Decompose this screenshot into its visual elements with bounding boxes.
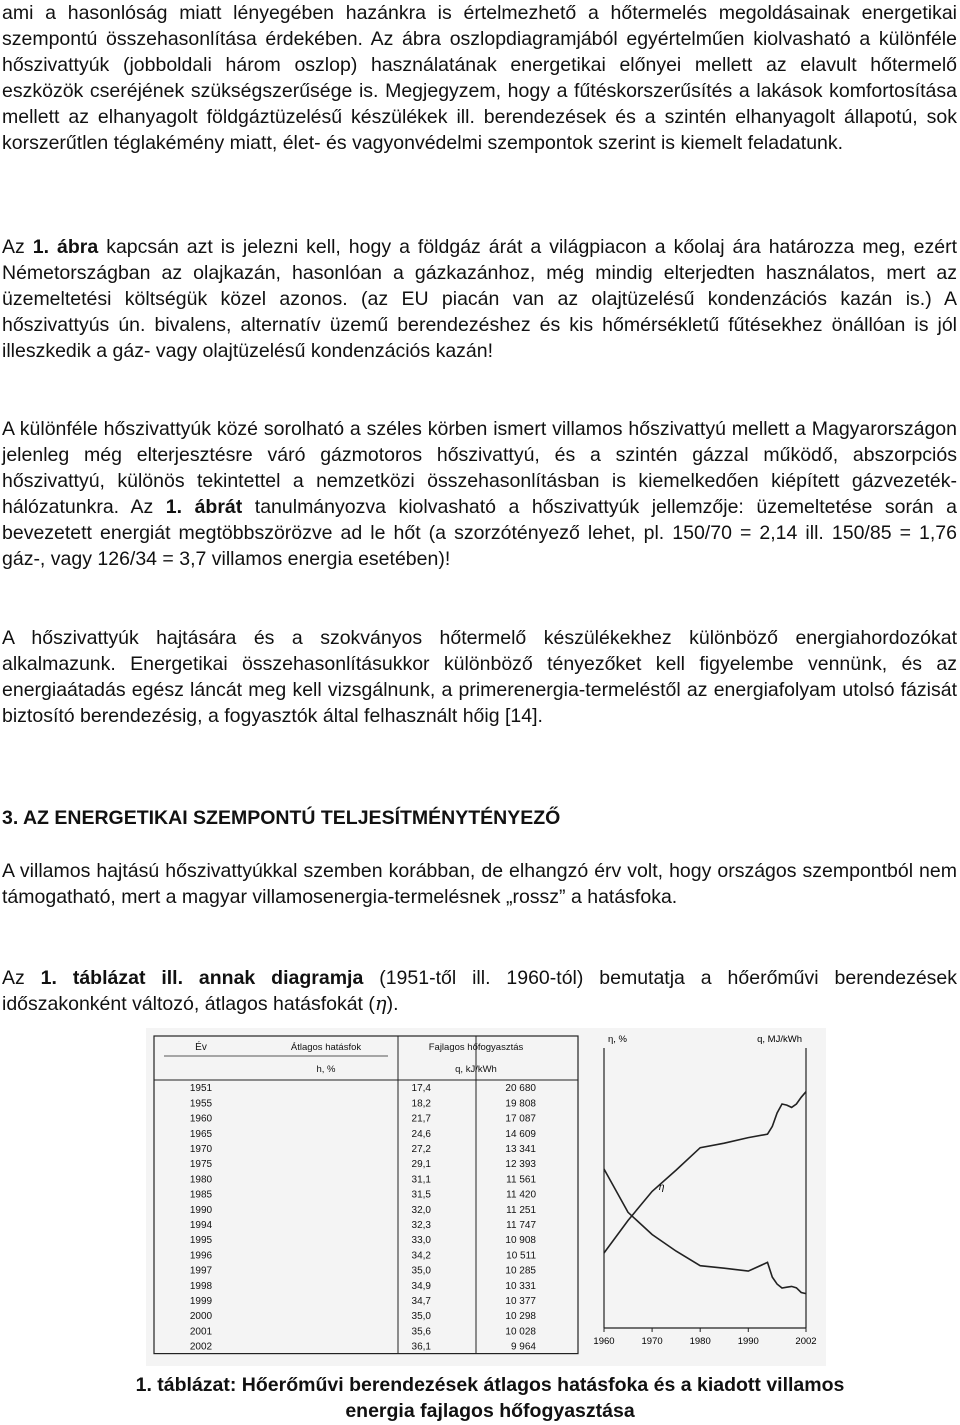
- table-cell-year: 1994: [189, 1220, 213, 1231]
- paragraph-5: [2, 858, 957, 910]
- table-header-heat-rate: Fajlagos hőfogyasztás: [428, 1042, 524, 1053]
- table-cell-year: 1975: [189, 1159, 213, 1171]
- paragraph-2-bold: 1. ábra: [32, 236, 99, 258]
- table-header-efficiency-unit: h, %: [316, 1064, 336, 1075]
- chart-series-efficiency-label: η: [658, 1181, 665, 1193]
- table-cell-heat-rate: 10 511: [506, 1250, 536, 1262]
- table-cell-heat-rate: 11 747: [506, 1220, 536, 1231]
- table-header-efficiency: Átlagos hatásfok: [290, 1042, 362, 1053]
- paragraph-6-pre: Az: [2, 967, 41, 989]
- table-cell-efficiency: 27,2: [411, 1144, 431, 1155]
- chart-x-tick-label: 1990: [737, 1336, 759, 1347]
- figure-caption: [40, 1372, 940, 1424]
- table-cell-efficiency: 36,1: [411, 1341, 431, 1353]
- paragraph-3-post: tanulmányozva kiolvasható a hőszivattyúk jellemzője: üzemeltetése során a bevezetett energiát megtöbbszörözve ad le hőt (a szorzótényező lehet, pl. 150/70 = 2,14 ill. 150/85 = 1,76 gáz-, vagy 126/34 = 3,7 villamos energia esetében)!: [2, 496, 957, 570]
- caption-line-1: 1. táblázat: Hőerőművi berendezések átlagos hatásfoka és a kiadott villamos: [135, 1374, 845, 1396]
- paragraph-6-mid: (1951-től ill. 1960-tól) bemutatja a hőerőművi berendezések időszakonként változó, átlagos hatásfokát (: [2, 967, 958, 1015]
- table-cell-efficiency: 24,6: [411, 1128, 431, 1140]
- table-header-year: Év: [195, 1042, 207, 1053]
- table-cell-year: 1960: [189, 1113, 213, 1125]
- table-cell-efficiency: 35,6: [411, 1326, 431, 1338]
- paragraph-6-post: ).: [386, 993, 399, 1015]
- chart-x-tick-label: 1970: [641, 1336, 663, 1347]
- paragraph-4-text: A hőszivattyúk hajtására és a szokványos hőtermelő készülékekhez különböző energiahordozókat alkalmazunk. Energetikai összehasonlításukkor különböző tényezőket kell figyelembe vennünk, és az energiaátadás egész láncát meg kell vizsgálnunk, a primerenergia-termeléstől az energiafolyam utolsó fázisát biztosító berendezésig, a fogyasztók által felhasznált hőig [14].: [2, 627, 957, 727]
- table-cell-heat-rate: 10 028: [505, 1326, 536, 1338]
- paragraph-6-bold: 1. táblázat ill. annak diagramja: [40, 967, 364, 989]
- table-cell-efficiency: 34,7: [411, 1296, 431, 1307]
- table-cell-efficiency: 33,0: [411, 1235, 431, 1247]
- table-cell-heat-rate: 10 331: [505, 1280, 536, 1292]
- table-cell-efficiency: 35,0: [411, 1311, 431, 1323]
- table-cell-efficiency: 32,3: [411, 1220, 431, 1231]
- paragraph-2-pre: Az: [2, 236, 33, 258]
- table-cell-efficiency: 31,1: [411, 1174, 431, 1186]
- paragraph-1-text: ami a hasonlóság miatt lényegében hazánkra is értelmezhető a hőtermelés megoldásainak energetikai szempontú összehasonlítása érdekében. Az ábra oszlopdiagramjából egyértelműen kiolvasható a különféle hőszivattyúk (jobboldali három oszlop) használatának energetikai előnyei mellett az elavult hőtermelő eszközök cseréjének szükségszerűsége is. Megjegyzem, hogy a fűtéskorszerűsítés a lakások komfortosítása mellett az elhanyagolt földgáztüzelésű készülékek ill. berendezések és a szintén elhanyagolt állapotú, sok korszerűtlen téglakémény miatt, élet- és vagyonvédelmi szempontok szerint is kiemelt feladatunk.: [2, 2, 957, 154]
- chart-left-axis-label: η, %: [608, 1034, 628, 1045]
- paragraph-3: [2, 416, 957, 572]
- table-cell-efficiency: 31,5: [411, 1189, 431, 1201]
- table-cell-year: 1990: [189, 1204, 213, 1216]
- chart-series-efficiency-line: [604, 1092, 806, 1253]
- paragraph-6: [2, 965, 957, 1017]
- efficiency-chart: [593, 1034, 816, 1347]
- table-cell-heat-rate: 11 251: [506, 1204, 536, 1216]
- paragraph-5-text: A villamos hajtású hőszivattyúkkal szemben korábban, de elhangzó érv volt, hogy országos szempontból nem támogatható, mert a magyar villamosenergia-termelésnek „rossz” a hatásfoka.: [2, 860, 957, 908]
- table-cell-heat-rate: 20 680: [505, 1083, 536, 1095]
- table-cell-heat-rate: 10 377: [505, 1296, 536, 1307]
- chart-x-tick-label: 1960: [593, 1336, 615, 1347]
- section-heading: 3. AZ ENERGETIKAI SZEMPONTÚ TELJESÍTMÉNYTÉNYEZŐ: [2, 807, 561, 829]
- table-cell-heat-rate: 11 561: [506, 1174, 536, 1186]
- table-cell-efficiency: 34,2: [411, 1250, 431, 1262]
- table-cell-efficiency: 17,4: [411, 1083, 431, 1095]
- paragraph-4: [2, 625, 957, 729]
- table-cell-heat-rate: 12 393: [505, 1159, 536, 1171]
- table-cell-efficiency: 35,0: [411, 1265, 431, 1277]
- table-cell-year: 1951: [189, 1083, 213, 1095]
- data-table: [154, 1036, 578, 1354]
- table-cell-year: 1996: [189, 1250, 213, 1262]
- table-cell-year: 1998: [189, 1280, 213, 1292]
- table-cell-efficiency: 29,1: [411, 1159, 431, 1171]
- paragraph-3-pre: A különféle hőszivattyúk közé sorolható a széles körben ismert villamos hőszivattyú mellett a Magyarországon jelenleg még elterjesztésre váró gázmotoros hőszivattyú, és a szintén gázzal működő, abszorpciós hőszivattyú, különös tekintettel a nemzetközi összehasonlításban is kiemelkedően kiépített gázvezeték-hálózatunkra. Az: [2, 418, 957, 518]
- table-cell-year: 1985: [189, 1189, 213, 1201]
- table-cell-year: 1965: [189, 1128, 213, 1140]
- table-cell-year: 1980: [189, 1174, 213, 1186]
- paragraph-2-post: kapcsán azt is jelezni kell, hogy a földgáz árát a világpiacon a kőolaj ára határozza meg, ezért Németországban az olajkazán, hasonlóan a gázkazánhoz, még mindig elterjedten használatos, mert az üzemeltetési költségük közel azonos. (az EU piacán van az olajtüzelésű kondenzációs kazán is.) A hőszivattyús ún. bivalens, alternatív üzemű berendezéshez és kis hőmérsékletű fűtésekhez önállóan is jól illeszkedik a gáz- vagy olajtüzelésű kondenzációs kazán!: [2, 236, 958, 362]
- table-cell-heat-rate: 19 808: [505, 1098, 536, 1110]
- caption-line-2: energia fajlagos hőfogyasztása: [345, 1400, 635, 1422]
- table-cell-heat-rate: 11 420: [506, 1189, 536, 1201]
- paragraph-3-bold: 1. ábrát: [165, 496, 243, 518]
- figure-table-and-chart: [146, 1028, 826, 1366]
- table-cell-heat-rate: 13 341: [505, 1144, 536, 1155]
- table-cell-year: 1995: [189, 1235, 213, 1247]
- chart-right-axis-label: q, MJ/kWh: [757, 1034, 802, 1045]
- paragraph-2: [2, 234, 957, 364]
- chart-x-tick-label: 2002: [795, 1336, 817, 1347]
- table-cell-year: 1997: [189, 1265, 213, 1277]
- table-cell-heat-rate: 10 285: [505, 1265, 536, 1277]
- chart-x-tick-label: 1980: [689, 1336, 711, 1347]
- table-cell-year: 1999: [189, 1296, 213, 1307]
- table-cell-year: 1955: [189, 1098, 213, 1110]
- chart-series-heat-rate-line: [604, 1169, 806, 1294]
- table-cell-year: 2002: [189, 1341, 213, 1353]
- figure-svg: [146, 1028, 826, 1366]
- table-cell-heat-rate: 14 609: [505, 1128, 536, 1140]
- eta-symbol: η: [374, 992, 387, 1015]
- table-cell-heat-rate: 10 908: [505, 1235, 536, 1247]
- table-header-heat-rate-unit: q, kJ/kWh: [455, 1064, 497, 1075]
- table-cell-heat-rate: 17 087: [505, 1113, 536, 1125]
- paragraph-1: [2, 0, 957, 156]
- table-cell-year: 2000: [189, 1311, 213, 1323]
- table-cell-heat-rate: 9 964: [510, 1341, 536, 1353]
- table-cell-year: 1970: [189, 1144, 213, 1155]
- table-cell-efficiency: 18,2: [411, 1098, 431, 1110]
- table-cell-heat-rate: 10 298: [505, 1311, 536, 1323]
- table-cell-year: 2001: [189, 1326, 213, 1338]
- table-cell-efficiency: 21,7: [411, 1113, 431, 1125]
- table-cell-efficiency: 34,9: [411, 1280, 431, 1292]
- table-cell-efficiency: 32,0: [411, 1204, 431, 1216]
